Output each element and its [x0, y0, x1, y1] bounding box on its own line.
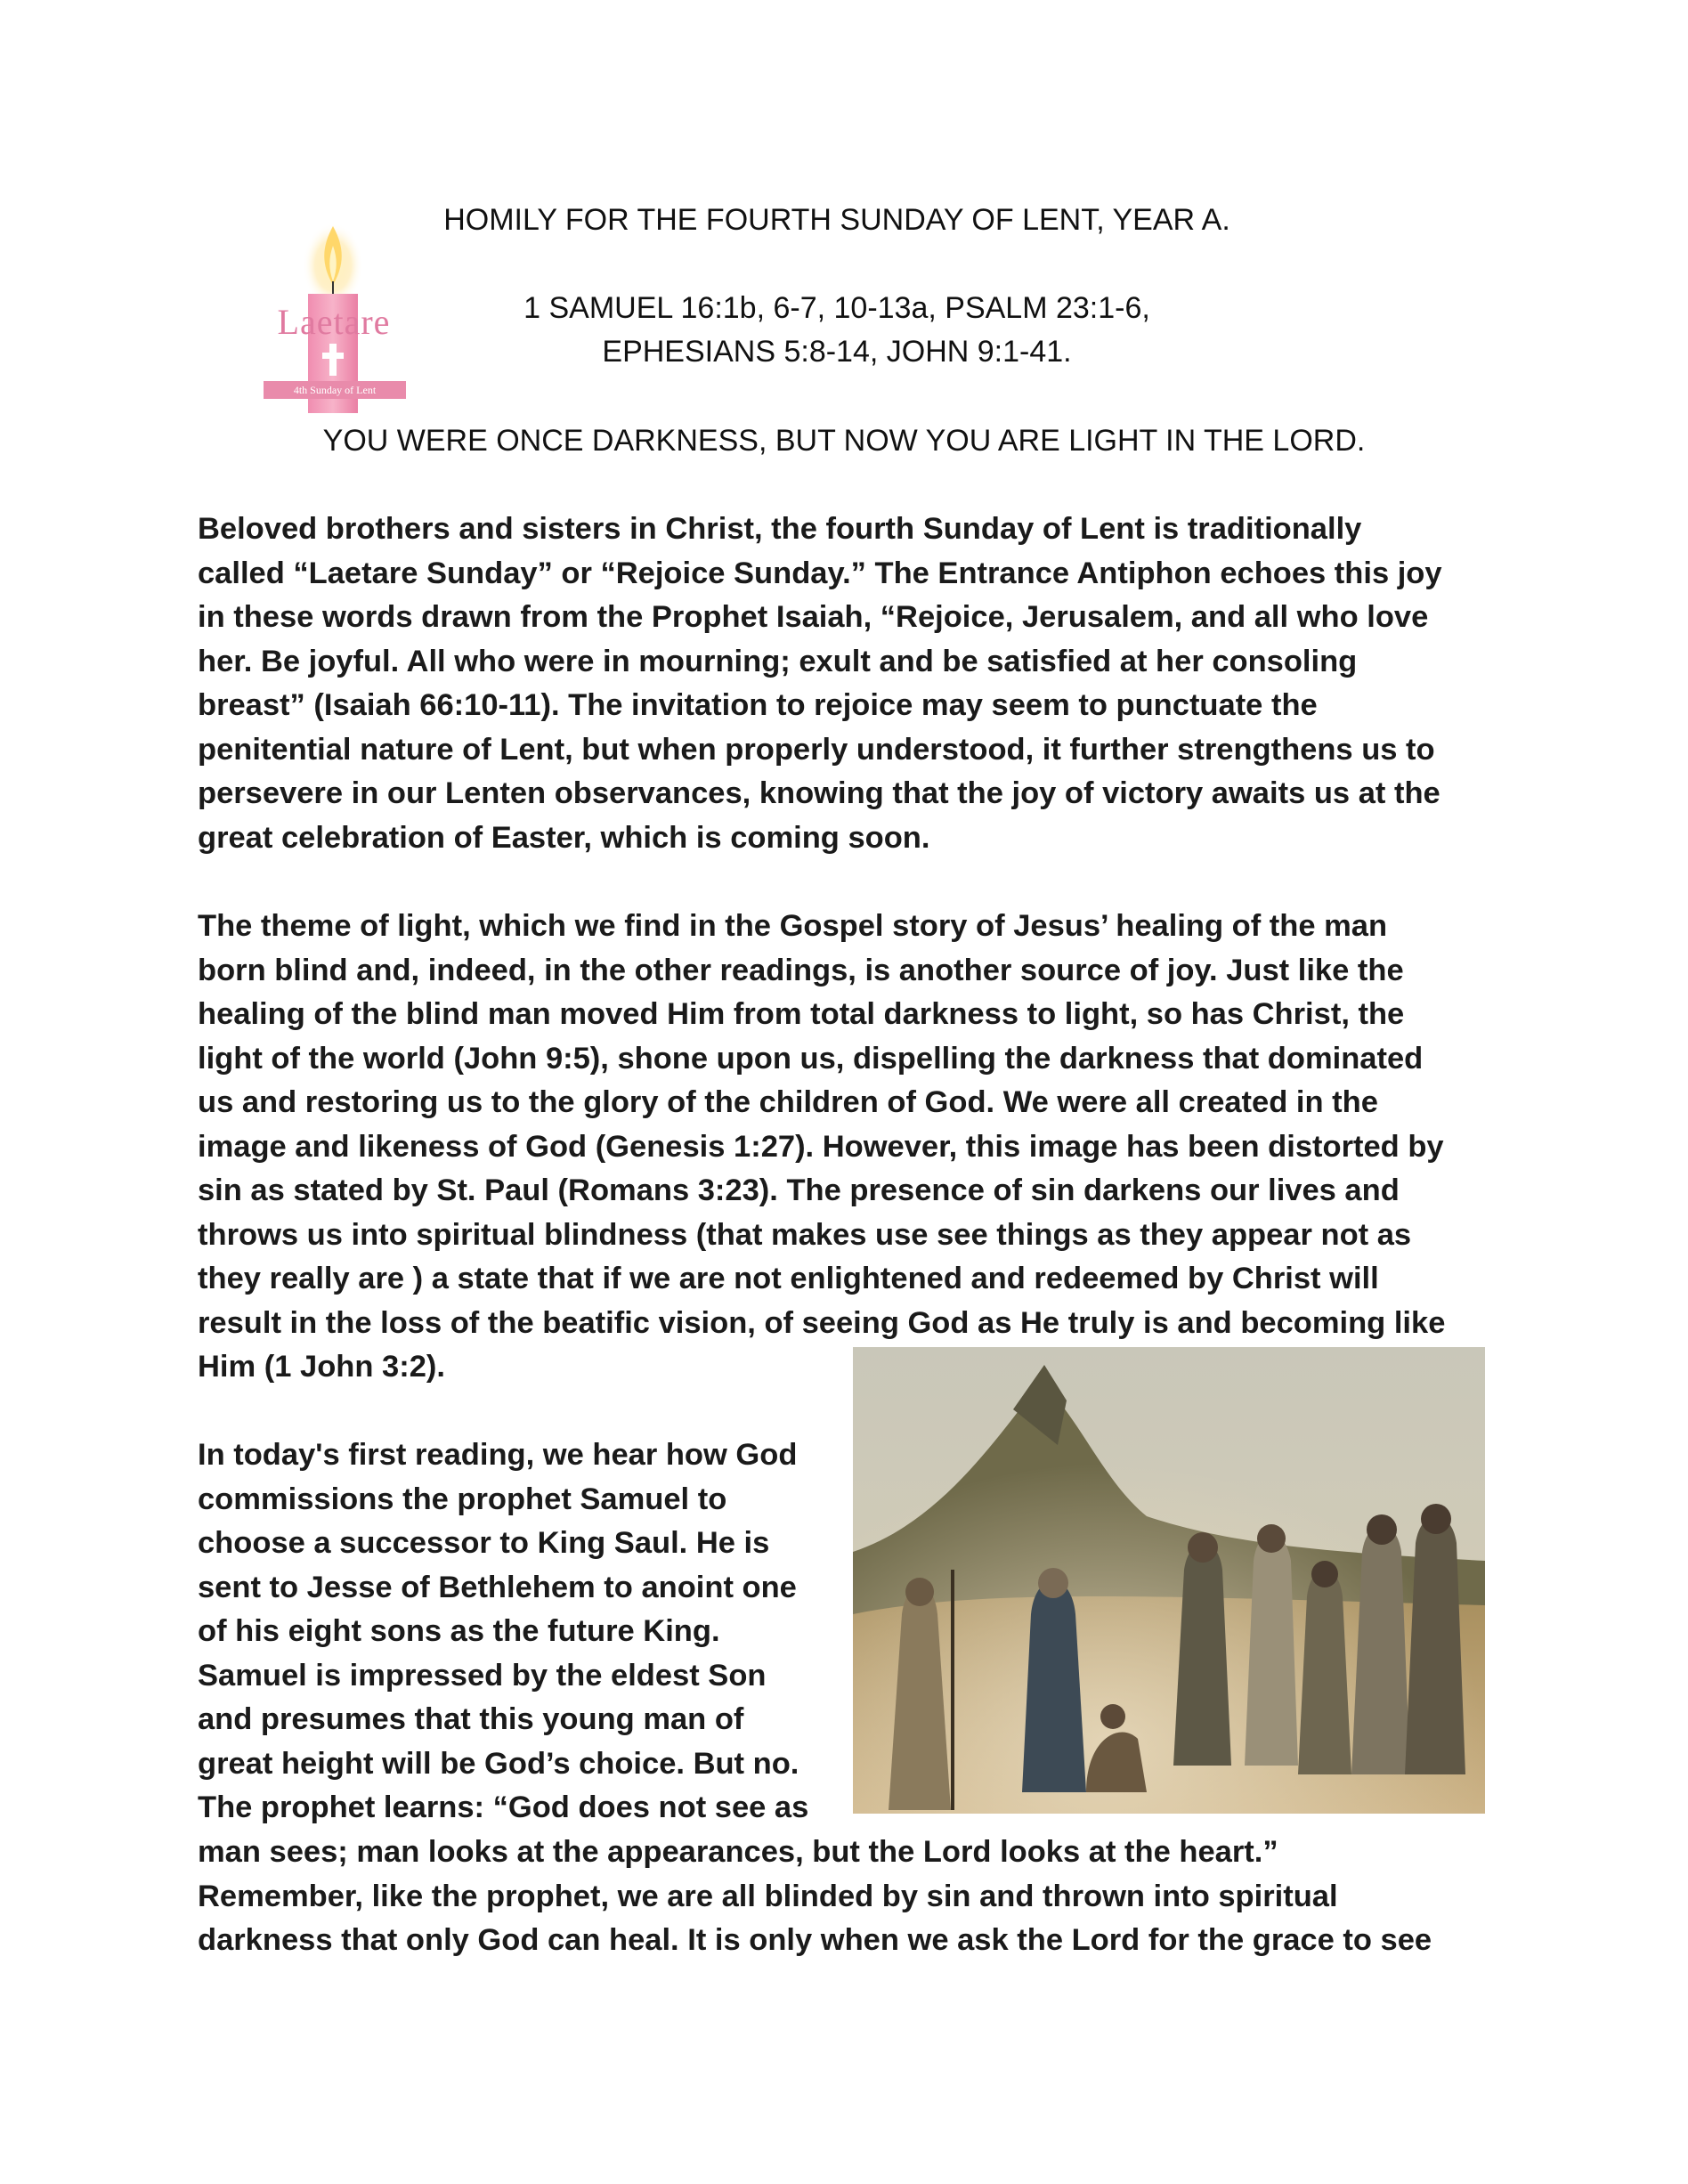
- text-line: Remember, like the prophet, we are all blinded by sin and thrown into spiritual: [198, 1879, 1338, 1913]
- paragraph-3-wide: [198, 1831, 1515, 1963]
- text-line: persevere in our Lenten observances, knowing that the joy of victory awaits us at the: [198, 776, 1440, 810]
- text-line: commissions the prophet Samuel to: [198, 1482, 727, 1516]
- readings-line-2: EPHESIANS 5:8-14, JOHN 9:1-41.: [602, 335, 1072, 369]
- text-line: Samuel is impressed by the eldest Son: [198, 1658, 767, 1693]
- logo-word: Laetare: [277, 302, 391, 342]
- text-line: choose a successor to King Saul. He is: [198, 1526, 770, 1560]
- text-line: healing of the blind man moved Him from total darkness to light, so has Christ, the: [198, 997, 1405, 1031]
- text-line: darkness that only God can heal. It is only when we ask the Lord for the grace to see: [198, 1923, 1432, 1957]
- text-line: The prophet learns: “God does not see as: [198, 1790, 809, 1824]
- text-line: called “Laetare Sunday” or “Rejoice Sunday.” The Entrance Antiphon echoes this joy: [198, 556, 1442, 590]
- text-line: light of the world (John 9:5), shone upon us, dispelling the darkness that dominated: [198, 1041, 1424, 1076]
- text-line: man sees; man looks at the appearances, but the Lord looks at the heart.”: [198, 1835, 1278, 1869]
- text-line: in these words drawn from the Prophet Isaiah, “Rejoice, Jerusalem, and all who love: [198, 600, 1429, 634]
- text-line: image and likeness of God (Genesis 1:27). However, this image has been distorted by: [198, 1129, 1444, 1164]
- text-line: sent to Jesse of Bethlehem to anoint one: [198, 1570, 797, 1604]
- text-line: great celebration of Easter, which is coming soon.: [198, 820, 930, 855]
- text-line: born blind and, indeed, in the other readings, is another source of joy. Just like the: [198, 953, 1404, 987]
- logo-caption: 4th Sunday of Lent: [264, 381, 406, 399]
- paragraph-3-narrow: [198, 1433, 821, 1831]
- text-line: breast” (Isaiah 66:10-11). The invitation to rejoice may seem to punctuate the: [198, 688, 1318, 722]
- text-line: The theme of light, which we find in the Gospel story of Jesus’ healing of the man: [198, 909, 1388, 943]
- homily-title: HOMILY FOR THE FOURTH SUNDAY OF LENT, YEAR A.: [443, 203, 1230, 237]
- text-line: great height will be God’s choice. But no.: [198, 1746, 799, 1781]
- paragraph-2: [198, 905, 1515, 1390]
- text-line: Him (1 John 3:2).: [198, 1350, 445, 1384]
- text-line: her. Be joyful. All who were in mourning; exult and be satisfied at her consoling: [198, 644, 1358, 678]
- text-line: throws us into spiritual blindness (that makes use see things as they appear not as: [198, 1217, 1412, 1252]
- readings-line-1: 1 SAMUEL 16:1b, 6-7, 10-13a, PSALM 23:1-6,: [523, 291, 1150, 325]
- text-line: sin as stated by St. Paul (Romans 3:23). The presence of sin darkens our lives and: [198, 1173, 1400, 1207]
- theme-heading: YOU WERE ONCE DARKNESS, BUT NOW YOU ARE LIGHT IN THE LORD.: [322, 424, 1366, 458]
- text-line: In today's first reading, we hear how God: [198, 1438, 798, 1472]
- text-line: Beloved brothers and sisters in Christ, the fourth Sunday of Lent is traditionally: [198, 512, 1362, 546]
- text-line: penitential nature of Lent, but when properly understood, it further strengthens us to: [198, 732, 1435, 767]
- text-line: of his eight sons as the future King.: [198, 1614, 720, 1648]
- text-line: result in the loss of the beatific vision, of seeing God as He truly is and becoming like: [198, 1305, 1446, 1340]
- text-line: they really are ) a state that if we are not enlightened and redeemed by Christ will: [198, 1262, 1379, 1295]
- text-line: us and restoring us to the glory of the children of God. We were all created in the: [198, 1085, 1378, 1119]
- paragraph-1: [198, 507, 1515, 860]
- text-line: and presumes that this young man of: [198, 1702, 744, 1736]
- anointing-scene-photo: [853, 1347, 1485, 1814]
